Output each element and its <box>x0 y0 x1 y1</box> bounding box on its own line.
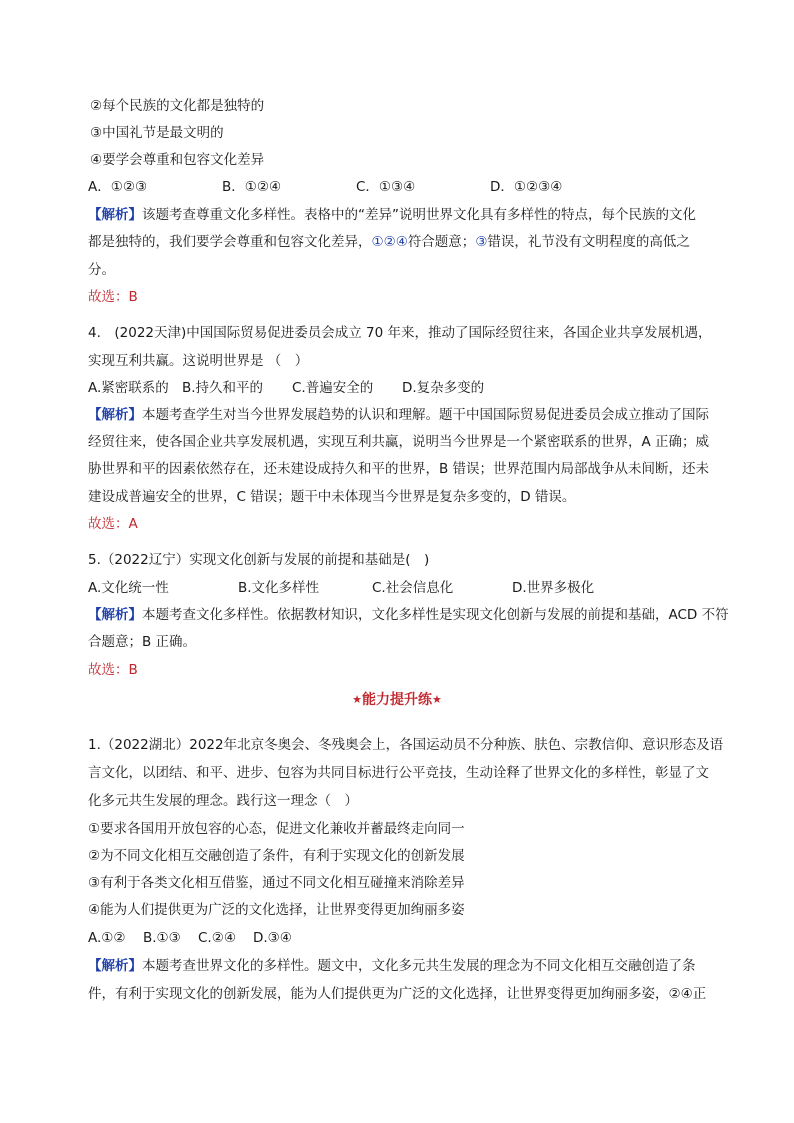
analysis-text: 错误，礼节没有文明程度的高低之 <box>487 234 690 250</box>
analysis-text: 本题考查学生对当今世界发展趋势的认识和理解。题干中国国际贸易促进委员会成立推动了国际 <box>142 407 709 423</box>
p1-option-3: ③有利于各类文化相互借鉴，通过不同文化相互碰撞来消除差异 <box>88 875 465 891</box>
q5-analysis-line-2: 合题意；B 正确。 <box>88 634 197 650</box>
q5-answer: 故选：B <box>88 662 138 678</box>
analysis-text: 都是独特的，我们要学会尊重和包容文化差异， <box>88 234 372 250</box>
q5-stem: 5.（2022辽宁）实现文化创新与发展的前提和基础是( ) <box>88 552 430 568</box>
q5-choice-b: B.文化多样性 <box>238 580 320 596</box>
p1-choice-b: B.①③ <box>143 930 181 946</box>
q4-analysis-line-2: 经贸往来，使各国企业共享发展机遇，实现互利共赢，说明当今世界是一个紧密联系的世界，A 正确；威 <box>88 434 710 450</box>
q3-choice-c: C．①③④ <box>356 179 416 195</box>
q5-choice-a: A.文化统一性 <box>88 580 169 596</box>
q4-answer: 故选：A <box>88 516 138 532</box>
p1-stem-line-3: 化多元共生发展的理念。践行这一理念（ ） <box>88 793 358 809</box>
q4-analysis-line-1 <box>88 405 709 425</box>
q4-choices <box>88 378 484 398</box>
q3-option-2: ②每个民族的文化都是独特的 <box>90 98 265 114</box>
analysis-tag: 【解析】 <box>88 607 142 623</box>
analysis-tag: 【解析】 <box>88 207 142 223</box>
section-heading <box>0 690 794 710</box>
p1-choices <box>88 928 292 948</box>
p1-analysis-line-1 <box>88 956 696 976</box>
analysis-tag: 【解析】 <box>88 958 142 974</box>
p1-option-1: ①要求各国用开放包容的心态，促进文化兼收并蓄最终走向同一 <box>88 821 465 837</box>
p1-stem-line-2: 言文化，以团结、和平、进步、包容为共同目标进行公平竞技，生动诠释了世界文化的多样性，彰显了文 <box>88 765 709 781</box>
q4-choice-b: B.持久和平的 <box>182 380 264 396</box>
q4-stem-line-2: 实现互利共赢。这说明世界是 （ ） <box>88 353 309 369</box>
q3-option-4: ④要学会尊重和包容文化差异 <box>90 152 265 168</box>
p1-choice-a: A.①② <box>88 930 126 946</box>
star-icon: ★ <box>352 693 362 706</box>
q4-choice-a: A.紧密联系的 <box>88 380 169 396</box>
analysis-tag: 【解析】 <box>88 407 142 423</box>
q3-choices <box>88 177 562 197</box>
q3-analysis-line-1 <box>88 205 696 225</box>
q5-choice-d: D.世界多极化 <box>512 580 595 596</box>
q3-choice-d: D．①②③④ <box>490 179 563 195</box>
section-title: 能力提升练 <box>362 692 432 708</box>
highlight-numbers: ③ <box>475 234 488 250</box>
analysis-text: 本题考查世界文化的多样性。题文中，文化多元共生发展的理念为不同文化相互交融创造了条 <box>142 958 696 974</box>
analysis-text: 符合题意； <box>407 234 476 250</box>
q5-choices <box>88 578 594 598</box>
p1-option-2: ②为不同文化相互交融创造了条件，有利于实现文化的创新发展 <box>88 848 465 864</box>
q4-choice-c: C.普遍安全的 <box>292 380 374 396</box>
q3-choice-b: B．①②④ <box>222 179 282 195</box>
q4-stem-line-1: 4. (2022天津)中国国际贸易促进委员会成立 70 年来，推动了国际经贸往来，各国企业共享发展机遇， <box>88 325 712 341</box>
q3-analysis-line-3: 分。 <box>88 262 115 278</box>
analysis-text: 本题考查文化多样性。依据教材知识，文化多样性是实现文化创新与发展的前提和基础，ACD 不符 <box>142 607 729 623</box>
p1-analysis-line-2: 件，有利于实现文化的创新发展，能为人们提供更为广泛的文化选择，让世界变得更加绚丽多姿，②④正 <box>88 986 707 1002</box>
q3-analysis-line-2 <box>88 232 690 252</box>
q3-answer: 故选：B <box>88 289 138 305</box>
p1-option-4: ④能为人们提供更为广泛的文化选择，让世界变得更加绚丽多姿 <box>88 902 465 918</box>
q4-choice-d: D.复杂多变的 <box>402 380 485 396</box>
q3-choice-a: A．①②③ <box>88 179 148 195</box>
highlight-numbers: ①②④ <box>371 234 408 250</box>
p1-choice-d: D.③④ <box>253 930 292 946</box>
star-icon: ★ <box>432 693 442 706</box>
q4-analysis-line-4: 建设成普遍安全的世界，C 错误；题干中未体现当今世界是复杂多变的，D 错误。 <box>88 489 576 505</box>
analysis-text: 该题考查尊重文化多样性。表格中的“差异”说明世界文化具有多样性的特点，每个民族的文化 <box>142 207 696 223</box>
q5-analysis-line-1 <box>88 605 729 625</box>
q3-option-3: ③中国礼节是最文明的 <box>90 125 224 141</box>
p1-choice-c: C.②④ <box>198 930 236 946</box>
q4-analysis-line-3: 胁世界和平的因素依然存在，还未建设成持久和平的世界，B 错误；世界范围内局部战争从未间断，还未 <box>88 461 710 477</box>
q5-choice-c: C.社会信息化 <box>372 580 454 596</box>
p1-stem-line-1: 1.（2022湖北）2022年北京冬奥会、冬残奥会上，各国运动员不分种族、肤色、宗教信仰、意识形态及语 <box>88 737 724 753</box>
